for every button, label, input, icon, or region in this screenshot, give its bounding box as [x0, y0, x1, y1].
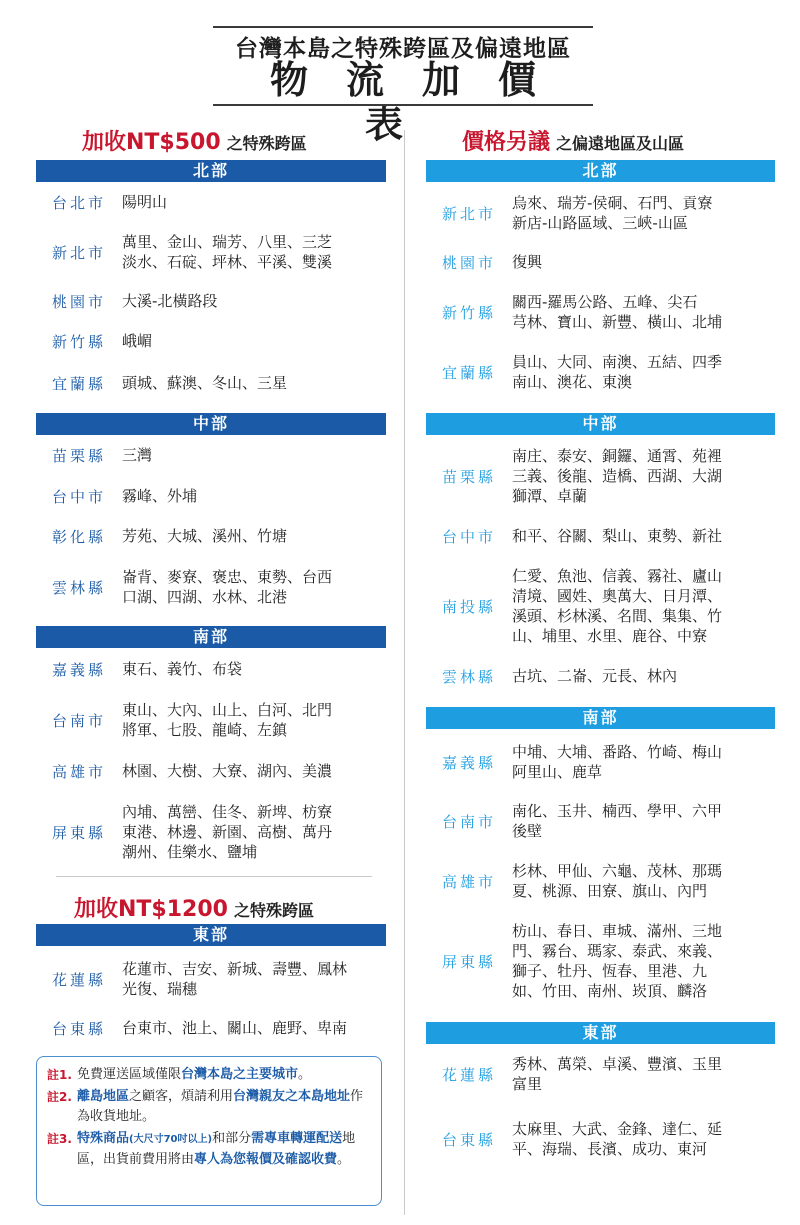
city-label: 台南市: [441, 812, 496, 831]
note-1: [47, 1065, 371, 1085]
area-line: 阿里山、鹿草: [512, 763, 603, 781]
area-line: 太麻里、大武、金鋒、達仁、延: [512, 1120, 723, 1138]
table-row: [36, 190, 386, 214]
area-line: 關西-羅馬公路、五峰、尖石: [512, 293, 698, 311]
table-row: [36, 1016, 386, 1040]
table-row: [36, 759, 386, 783]
city-label: 雲林縣: [441, 667, 496, 686]
area-list: [512, 193, 712, 233]
table-row: [36, 524, 386, 548]
table-row: [426, 350, 775, 394]
area-line: 古坑、二崙、元長、林內: [512, 667, 678, 685]
area-line: 杉林、甲仙、六龜、茂林、那瑪: [512, 862, 723, 880]
area-list: [512, 566, 722, 646]
area-line: 峨嵋: [122, 332, 153, 350]
table-row: [426, 524, 775, 548]
area-line: 南山、澳花、東澳: [512, 373, 633, 391]
area-line: 溪頭、杉林溪、名間、集集、竹: [512, 607, 723, 625]
city-label: 高雄市: [441, 872, 496, 891]
price-sub-label: 之偏遠地區及山區: [556, 134, 685, 153]
price-sub-label: 之特殊跨區: [233, 901, 314, 920]
area-list: [122, 700, 332, 740]
note-text: 之顧客，煩請利用: [129, 1089, 234, 1104]
area-line: 和平、谷關、梨山、東勢、新社: [512, 527, 723, 545]
table-row: [426, 664, 775, 688]
city-label: 嘉義縣: [51, 660, 106, 679]
region-band-south: 南部: [36, 626, 386, 648]
area-line: 東山、大內、山上、白河、北門: [122, 701, 333, 719]
city-label: 苗栗縣: [441, 467, 496, 486]
area-line: 獅子、牡丹、恆春、里港、九: [512, 962, 708, 980]
area-line: 淡水、石碇、坪林、平溪、雙溪: [122, 253, 333, 271]
area-line: 芎林、寶山、新豐、橫山、北埔: [512, 313, 723, 331]
city-label: 嘉義縣: [441, 753, 496, 772]
area-list: [122, 526, 287, 546]
area-list: [122, 567, 332, 607]
city-label: 新北市: [441, 204, 496, 223]
region-band-central: 中部: [426, 413, 775, 435]
area-line: 崙背、麥寮、褒忠、東勢、台西: [122, 568, 333, 586]
city-label: 新竹縣: [441, 303, 496, 322]
area-list: [512, 292, 722, 332]
note-number: 註3.: [47, 1132, 72, 1146]
note-text: 免費運送區域僅限: [77, 1067, 182, 1082]
note-text: 和部分: [212, 1131, 252, 1146]
table-row: [36, 289, 386, 313]
table-row: [426, 859, 775, 903]
area-line: 台東市、池上、關山、鹿野、卑南: [122, 1019, 348, 1037]
area-line: 後壁: [512, 822, 543, 840]
area-list: [512, 252, 542, 272]
note-number: 註1.: [47, 1068, 72, 1082]
note-highlight: 專人為您報價及確認收費: [194, 1152, 338, 1167]
area-line: 門、霧台、瑪家、泰武、來義、: [512, 942, 723, 960]
area-list: [512, 526, 722, 546]
header-top-rule: [213, 26, 593, 28]
table-row: [36, 698, 386, 742]
area-list: [512, 921, 722, 1001]
area-line: 三灣: [122, 446, 153, 464]
area-line: 東石、義竹、布袋: [122, 660, 243, 678]
city-label: 苗栗縣: [51, 446, 106, 465]
note-number: 註2.: [47, 1090, 72, 1104]
area-list: [122, 192, 167, 212]
area-line: 花蓮市、吉安、新城、壽豐、鳳林: [122, 960, 348, 978]
area-line: 頭城、蘇澳、冬山、三星: [122, 374, 288, 392]
table-row: [36, 957, 386, 1001]
table-row: [426, 1052, 775, 1096]
area-line: 東港、林邊、新園、高樹、萬丹: [122, 823, 333, 841]
table-row: [36, 329, 386, 353]
area-list: [512, 861, 722, 901]
note-text: 。: [298, 1067, 312, 1082]
header-bottom-rule: [213, 104, 593, 106]
price-sub-label: 之特殊跨區: [226, 134, 307, 153]
area-list: [122, 291, 217, 311]
city-label: 屏東縣: [51, 823, 106, 842]
area-line: 萬里、金山、瑞芳、八里、三芝: [122, 233, 333, 251]
area-line: 三義、後龍、造橋、西湖、大湖: [512, 467, 723, 485]
area-list: [122, 659, 242, 679]
area-line: 獅潭、卓蘭: [512, 487, 588, 505]
area-line: 仁愛、魚池、信義、霧社、廬山: [512, 567, 723, 585]
table-row: [36, 443, 386, 467]
area-line: 芳苑、大城、溪州、竹塘: [122, 527, 288, 545]
area-line: 復興: [512, 253, 543, 271]
area-list: [122, 1018, 347, 1038]
table-row: [36, 230, 386, 274]
table-row: [36, 484, 386, 508]
area-list: [512, 801, 722, 841]
city-label: 屏東縣: [441, 952, 496, 971]
note-highlight: 需專車轉運配送: [251, 1131, 343, 1146]
area-line: 口湖、四湖、水林、北港: [122, 588, 288, 606]
note-3: [47, 1129, 371, 1170]
city-label: 宜蘭縣: [51, 374, 106, 393]
area-line: 南庄、泰安、銅鑼、通霄、苑裡: [512, 447, 723, 465]
city-label: 桃園市: [441, 253, 496, 272]
table-row: [426, 564, 775, 648]
area-list: [122, 802, 332, 862]
table-row: [426, 250, 775, 274]
table-row: [426, 799, 775, 843]
area-line: 中埔、大埔、番路、竹崎、梅山: [512, 743, 723, 761]
area-line: 如、竹田、南州、崁頂、麟洛: [512, 982, 708, 1000]
header-subtitle: 台灣本島之特殊跨區及偏遠地區: [235, 36, 571, 62]
region-band-north: 北部: [36, 160, 386, 182]
area-line: 山、埔里、水里、鹿谷、中寮: [512, 627, 708, 645]
note-highlight: 特殊商品: [77, 1131, 130, 1146]
area-line: 內埔、萬巒、佳冬、新埤、枋寮: [122, 803, 333, 821]
city-label: 台中市: [441, 527, 496, 546]
city-label: 台北市: [51, 193, 106, 212]
notes-box: [36, 1056, 382, 1206]
table-row: [426, 919, 775, 1003]
left-section2-heading: [74, 892, 314, 923]
city-label: 台南市: [51, 711, 106, 730]
area-line: 霧峰、外埔: [122, 487, 198, 505]
column-divider: [404, 130, 405, 1215]
area-line: 大溪-北橫路段: [122, 292, 218, 310]
area-line: 平、海瑞、長濱、成功、東河: [512, 1140, 708, 1158]
section-separator: [56, 876, 372, 877]
city-label: 桃園市: [51, 292, 106, 311]
area-list: [122, 331, 152, 351]
area-list: [512, 666, 677, 686]
area-list: [512, 1054, 722, 1094]
area-line: 陽明山: [122, 193, 168, 211]
right-section-heading: [462, 125, 684, 156]
city-label: 南投縣: [441, 597, 496, 616]
table-row: [426, 444, 775, 508]
city-label: 花蓮縣: [51, 970, 106, 989]
area-list: [122, 761, 332, 781]
city-label: 台中市: [51, 487, 106, 506]
city-label: 雲林縣: [51, 578, 106, 597]
city-label: 新北市: [51, 243, 106, 262]
area-line: 南化、玉井、楠西、學甲、六甲: [512, 802, 723, 820]
table-row: [36, 800, 386, 864]
area-list: [512, 1119, 722, 1159]
note-text: 。: [337, 1152, 351, 1167]
area-line: 將軍、七股、龍崎、左鎮: [122, 721, 288, 739]
note-highlight-small: (大尺寸70吋以上): [129, 1134, 213, 1145]
note-highlight: 台灣親友之本島地址: [233, 1089, 351, 1104]
area-list: [122, 232, 332, 272]
table-row: [36, 565, 386, 609]
area-list: [122, 486, 197, 506]
table-row: [426, 1117, 775, 1161]
table-row: [426, 740, 775, 784]
city-label: 台東縣: [441, 1130, 496, 1149]
region-band-east: 東部: [36, 924, 386, 946]
city-label: 台東縣: [51, 1019, 106, 1038]
region-band-east: 東部: [426, 1022, 775, 1044]
area-line: 光復、瑞穗: [122, 980, 198, 998]
note-2: [47, 1087, 371, 1127]
left-section1-heading: [82, 125, 307, 156]
table-row: [36, 657, 386, 681]
city-label: 新竹縣: [51, 332, 106, 351]
header-main-title: 物流加價表: [269, 58, 574, 146]
note-text: 地區，出貨前費用將由: [77, 1131, 356, 1167]
price-label: 加收NT$1200: [74, 897, 228, 922]
note-highlight: 台灣本島之主要城市: [181, 1067, 299, 1082]
area-list: [512, 446, 722, 506]
area-line: 枋山、春日、車城、滿州、三地: [512, 922, 723, 940]
area-list: [122, 445, 152, 465]
area-list: [512, 352, 722, 392]
area-line: 富里: [512, 1075, 543, 1093]
area-line: 清境、國姓、奧萬大、日月潭、: [512, 587, 723, 605]
city-label: 彰化縣: [51, 527, 106, 546]
table-row: [426, 290, 775, 334]
area-line: 烏來、瑞芳-侯硐、石門、貢寮: [512, 194, 713, 212]
area-list: [512, 742, 722, 782]
region-band-south: 南部: [426, 707, 775, 729]
table-row: [426, 191, 775, 235]
note-highlight: 離島地區: [77, 1089, 130, 1104]
area-line: 潮州、佳樂水、鹽埔: [122, 843, 258, 861]
area-line: 秀林、萬榮、卓溪、豐濱、玉里: [512, 1055, 723, 1073]
area-line: 夏、桃源、田寮、旗山、內門: [512, 882, 708, 900]
city-label: 宜蘭縣: [441, 363, 496, 382]
area-line: 林園、大樹、大寮、湖內、美濃: [122, 762, 333, 780]
price-label: 價格另議: [462, 130, 551, 155]
area-line: 新店-山路區域、三峽-山區: [512, 214, 688, 232]
area-list: [122, 959, 347, 999]
area-line: 員山、大同、南澳、五結、四季: [512, 353, 723, 371]
city-label: 花蓮縣: [441, 1065, 496, 1084]
area-list: [122, 373, 287, 393]
note-text: 作為收貨地址。: [77, 1089, 364, 1124]
table-row: [36, 371, 386, 395]
city-label: 高雄市: [51, 762, 106, 781]
price-label: 加收NT$500: [82, 130, 221, 155]
region-band-north: 北部: [426, 160, 775, 182]
region-band-central: 中部: [36, 413, 386, 435]
